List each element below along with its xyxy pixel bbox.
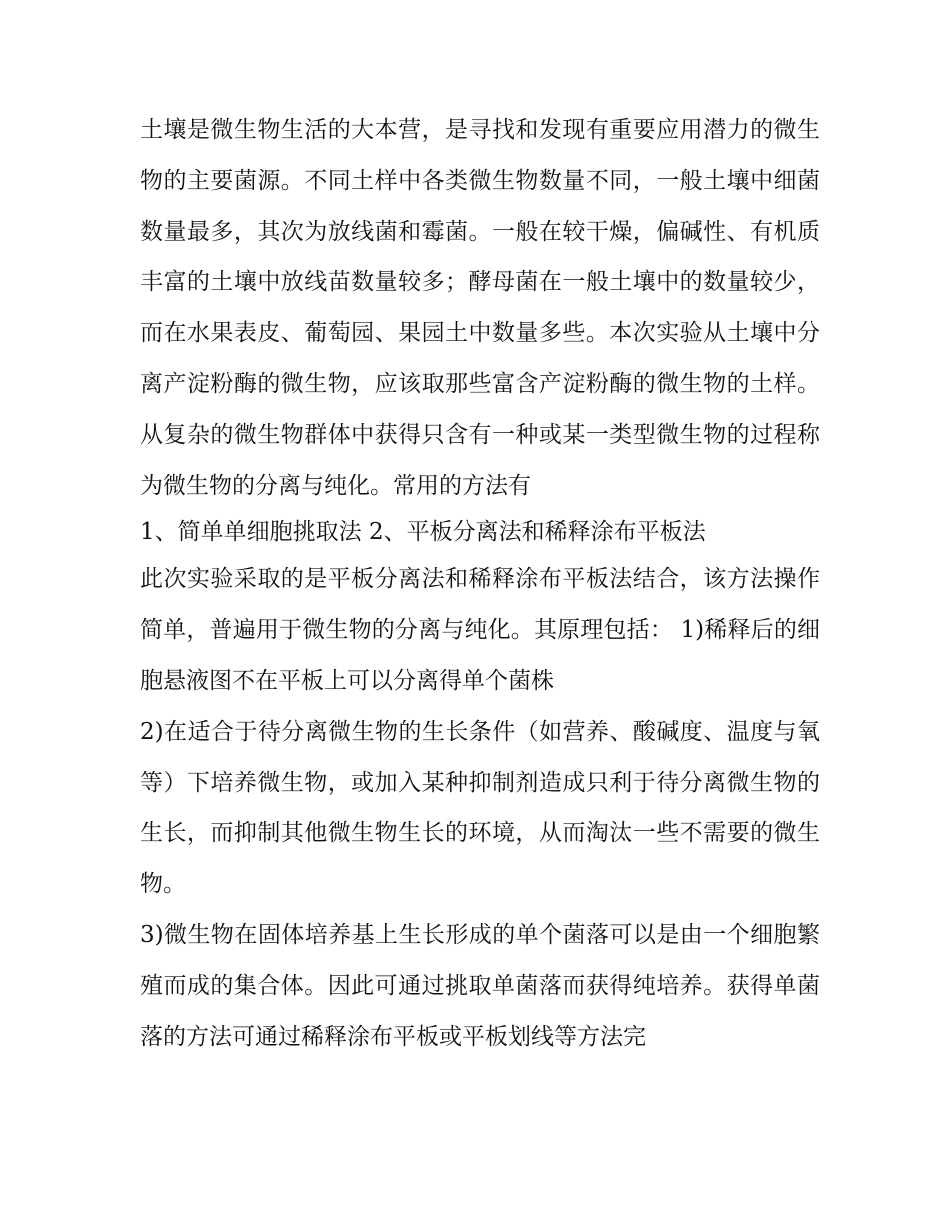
paragraph-intro: 土壤是微生物生活的大本营，是寻找和发现有重要应用潜力的微生物的主要菌源。不同土样中各类微生物数量不同，一般土壤中细菌数量最多，其次为放线菌和霉菌。一般在较干燥，偏碱性、有机质丰富的土壤中放线苗数量较多；酵母菌在一般土壤中的数量较少，而在水果表皮、葡萄园、果园土中数量多些。本次实验从土壤中分离产淀粉酶的微生物，应该取那些富含产淀粉酶的微生物的土样。从复杂的微生物群体中获得只含有一种或某一类型微生物的过程称为微生物的分离与纯化。常用的方法有 [140, 117, 820, 499]
paragraph-methods: 1、简单单细胞挑取法 2、平板分离法和稀释涂布平板法 [140, 519, 706, 546]
paragraph-principle: 此次实验采取的是平板分离法和稀释涂布平板法结合，该方法操作简单，普遍用于微生物的分离与纯化。其原理包括： 1)稀释后的细胞悬液图不在平板上可以分离得单个菌株 [140, 566, 820, 694]
document-body [140, 105, 820, 1062]
paragraph-point-2: 2)在适合于待分离微生物的生长条件（如营养、酸碱度、温度与氧等）下培养微生物，或加入某种抑制剂造成只利于待分离微生物的生长，而抑制其他微生物生长的环境，从而淘汰一些不需要的微生物。 [140, 718, 820, 898]
paragraph-point-3: 3)微生物在固体培养基上生长形成的单个菌落可以是由一个细胞繁殖而成的集合体。因此可通过挑取单菌落而获得纯培养。获得单菌落的方法可通过稀释涂布平板或平板划线等方法完 [140, 921, 820, 1050]
